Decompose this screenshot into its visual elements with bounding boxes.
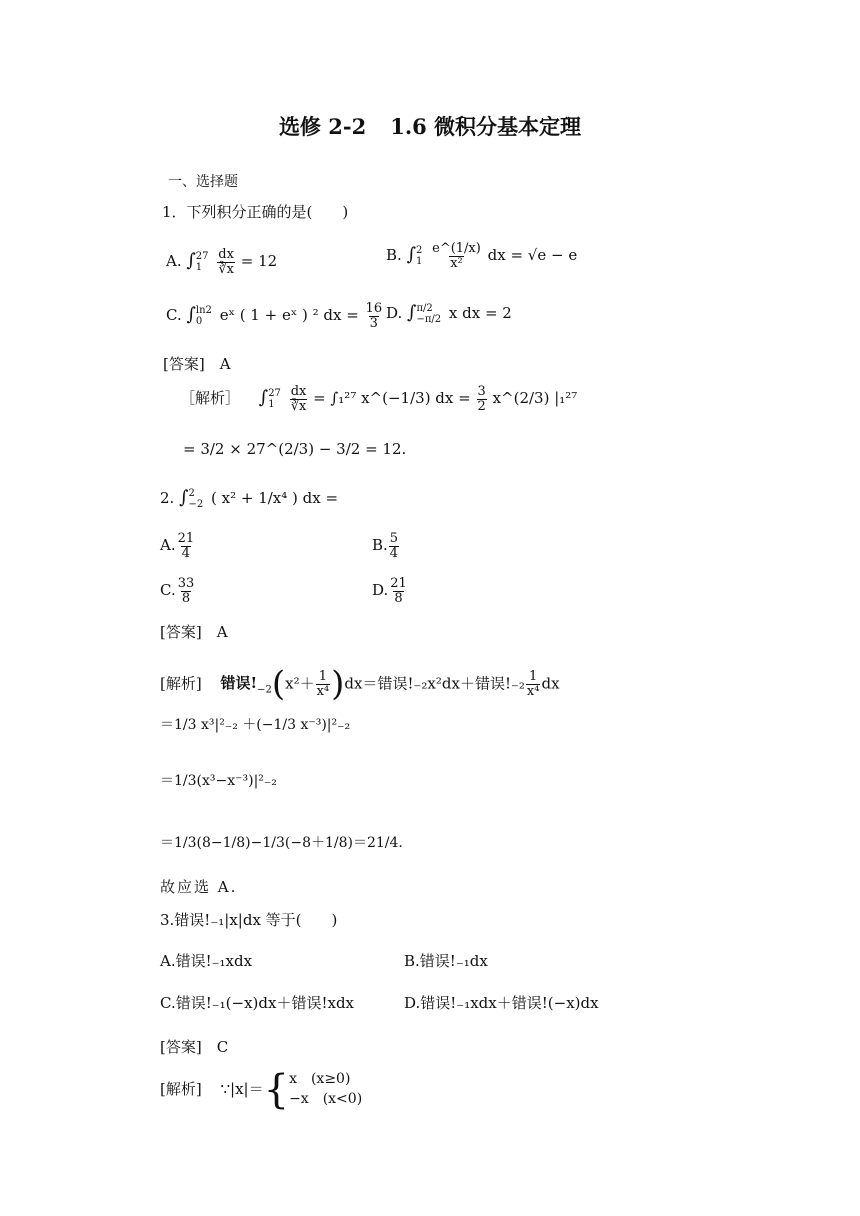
q1-analysis-line-1: ［解析］ ∫ 27 1 $\frac{dx}{∛x}$ = ∫₁²⁷ x^(−1/3) dx = $\frac{3}{2}$ x^(2/3) |₁²⁷ <box>180 384 578 414</box>
q1-analysis-line-2: = 3/2 × 27^(2/3) − 3/2 = 12. <box>183 440 407 458</box>
q3-option-d: D.错误!₋₁xdx＋错误!(−x)dx <box>404 994 599 1012</box>
q2-option-c: C. $\frac{33}{8}$ <box>160 576 195 606</box>
q3-option-b: B.错误!₋₁dx <box>404 952 488 970</box>
q2-answer: [答案] A <box>160 623 228 641</box>
q2-analysis-line-3: ＝1/3(x³−x⁻³)|²₋₂ <box>160 773 277 789</box>
title-topic: 1.6 微积分基本定理 <box>390 114 582 139</box>
q2-analysis-line-2: ＝1/3 x³|²₋₂ ＋(−1/3 x⁻³)|²₋₂ <box>160 717 351 733</box>
q2-option-b: B. $\frac{5}{4}$ <box>372 531 399 561</box>
q1-option-a: A. ∫ 27 1 $\frac{dx}{∛x}$ = 12 <box>166 247 278 277</box>
case-negative: −x (x<0) <box>289 1091 363 1107</box>
q2-analysis-line-4: ＝1/3(8−1/8)−1/3(−8＋1/8)＝21/4. <box>160 835 403 851</box>
q2-stem: 2. ∫ 2 −2 ( x² + 1/x⁴ ) dx = <box>160 487 339 510</box>
q1-answer: [答案] A <box>163 355 231 373</box>
q1-option-c: C. ∫ ln2 0 eˣ ( 1 + eˣ ) ² dx = $\frac{16}{3}$ <box>166 301 383 331</box>
page-title <box>0 114 860 139</box>
case-nonnegative: x (x≥0) <box>289 1071 351 1088</box>
q3-analysis: [解析] ∵|x|＝{ x (x≥0) −x (x<0) <box>160 1067 363 1113</box>
q3-answer: [答案] C <box>160 1038 229 1056</box>
q1-option-d: D. ∫ π/2 −π/2 x dx = 2 <box>386 302 512 325</box>
q2-conclusion: 故应选 A. <box>160 878 238 896</box>
q1-stem: 1．下列积分正确的是( ) <box>162 203 349 221</box>
section-heading: 一、选择题 <box>168 174 238 190</box>
q2-option-a: A. $\frac{21}{4}$ <box>160 531 195 561</box>
integral-sign: ∫ <box>186 250 196 272</box>
q3-option-c: C.错误!₋₁(−x)dx＋错误!xdx <box>160 994 355 1012</box>
q2-option-d: D. $\frac{21}{8}$ <box>372 576 407 606</box>
q3-stem: 3.错误!₋₁|x|dx 等于( ) <box>160 911 338 929</box>
q1-option-b: B. ∫ 2 1 $\frac{e\^{}(1/x)}{\text{x²}}$ dx = √e − e <box>386 241 578 271</box>
q2-analysis-line-1: [解析] 错误$!_{-2}(x^2+$ $\frac{1}{\text{x⁴}}$ )dx＝错误!₋₂x²dx＋错误!₋₂ $\frac{1}{\text{x⁴}}$ dx <box>160 664 560 704</box>
title-course: 选修 2-2 <box>278 114 367 139</box>
q3-option-a: A.错误!₋₁xdx <box>160 952 253 970</box>
